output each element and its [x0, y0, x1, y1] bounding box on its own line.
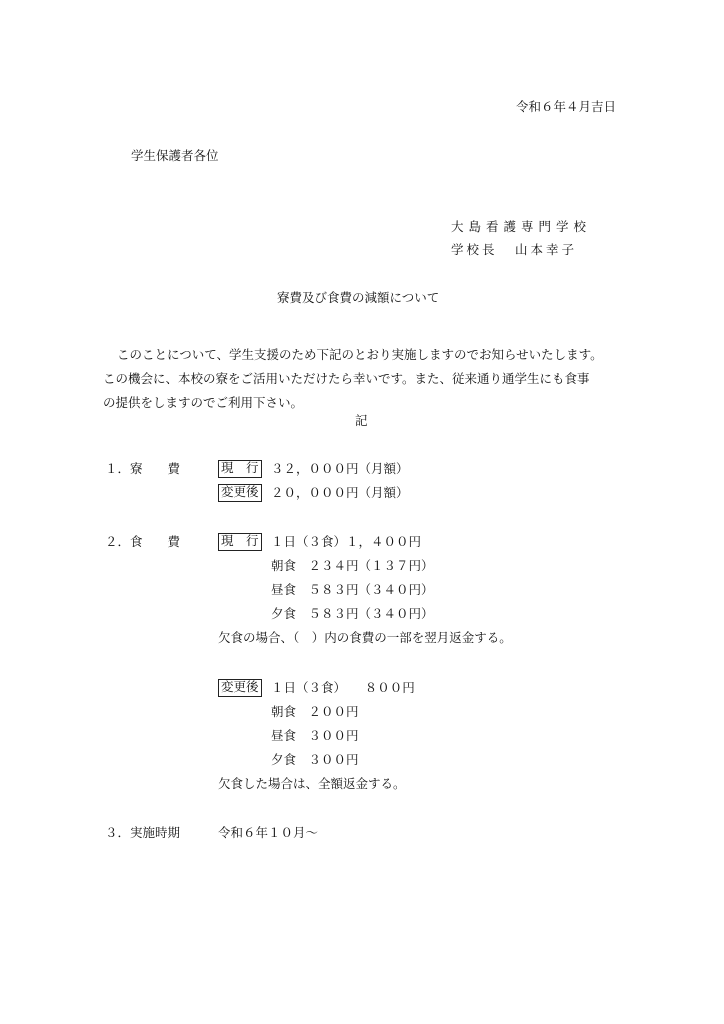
section-3-value: 令和６年１０月～	[218, 825, 319, 840]
section-2-current-breakfast: 朝食 ２３４円（１３７円）	[271, 558, 434, 573]
document-date: 令和６年４月吉日	[516, 99, 617, 114]
sender-title: 学校長	[451, 242, 498, 257]
body-line-3: の提供をしますのでご利用下さい。	[103, 395, 304, 410]
section-2-new-note: 欠食した場合は、全額返金する。	[218, 776, 406, 791]
section-2-current-dinner: 夕食 ５８３円（３４０円）	[271, 606, 434, 621]
sender-name: 山本幸子	[515, 242, 578, 257]
section-2-current-tag: 現 行	[218, 533, 262, 551]
section-3-label: ３．実施時期	[105, 825, 181, 840]
section-1-new-tag: 変更後	[218, 484, 262, 502]
section-1-label: １．寮 費	[105, 461, 181, 476]
section-2-new-tag: 変更後	[218, 679, 262, 697]
sender-school: 大島看護専門学校	[451, 219, 592, 234]
document-title: 寮費及び食費の減額について	[277, 290, 440, 305]
section-1-current-value: ３２，０００円（月額）	[271, 461, 409, 476]
section-2-new-lunch: 昼食 ３００円	[271, 728, 359, 743]
addressee: 学生保護者各位	[131, 148, 219, 163]
section-2-current-day: １日（３食）１，４００円	[271, 534, 422, 549]
section-2-current-lunch: 昼食 ５８３円（３４０円）	[271, 582, 434, 597]
section-2-label: ２．食 費	[105, 534, 181, 549]
section-2-current-note: 欠食の場合、（ ）内の食費の一部を翌月返金する。	[218, 630, 512, 645]
body-line-2: この機会に、本校の寮をご活用いただけたら幸いです。また、従来通り通学生にも食事	[103, 371, 590, 386]
section-2-new-day: １日（３食） ８００円	[271, 680, 415, 695]
ki-heading: 記	[355, 413, 368, 428]
section-1-current-tag: 現 行	[218, 460, 262, 478]
section-1-new-value: ２０，０００円（月額）	[271, 485, 409, 500]
body-line-1: このことについて、学生支援のため下記のとおり実施しますのでお知らせいたします。	[117, 347, 603, 362]
body-paragraph	[103, 343, 643, 415]
section-2-new-dinner: 夕食 ３００円	[271, 752, 359, 767]
section-2-new-breakfast: 朝食 ２００円	[271, 704, 359, 719]
